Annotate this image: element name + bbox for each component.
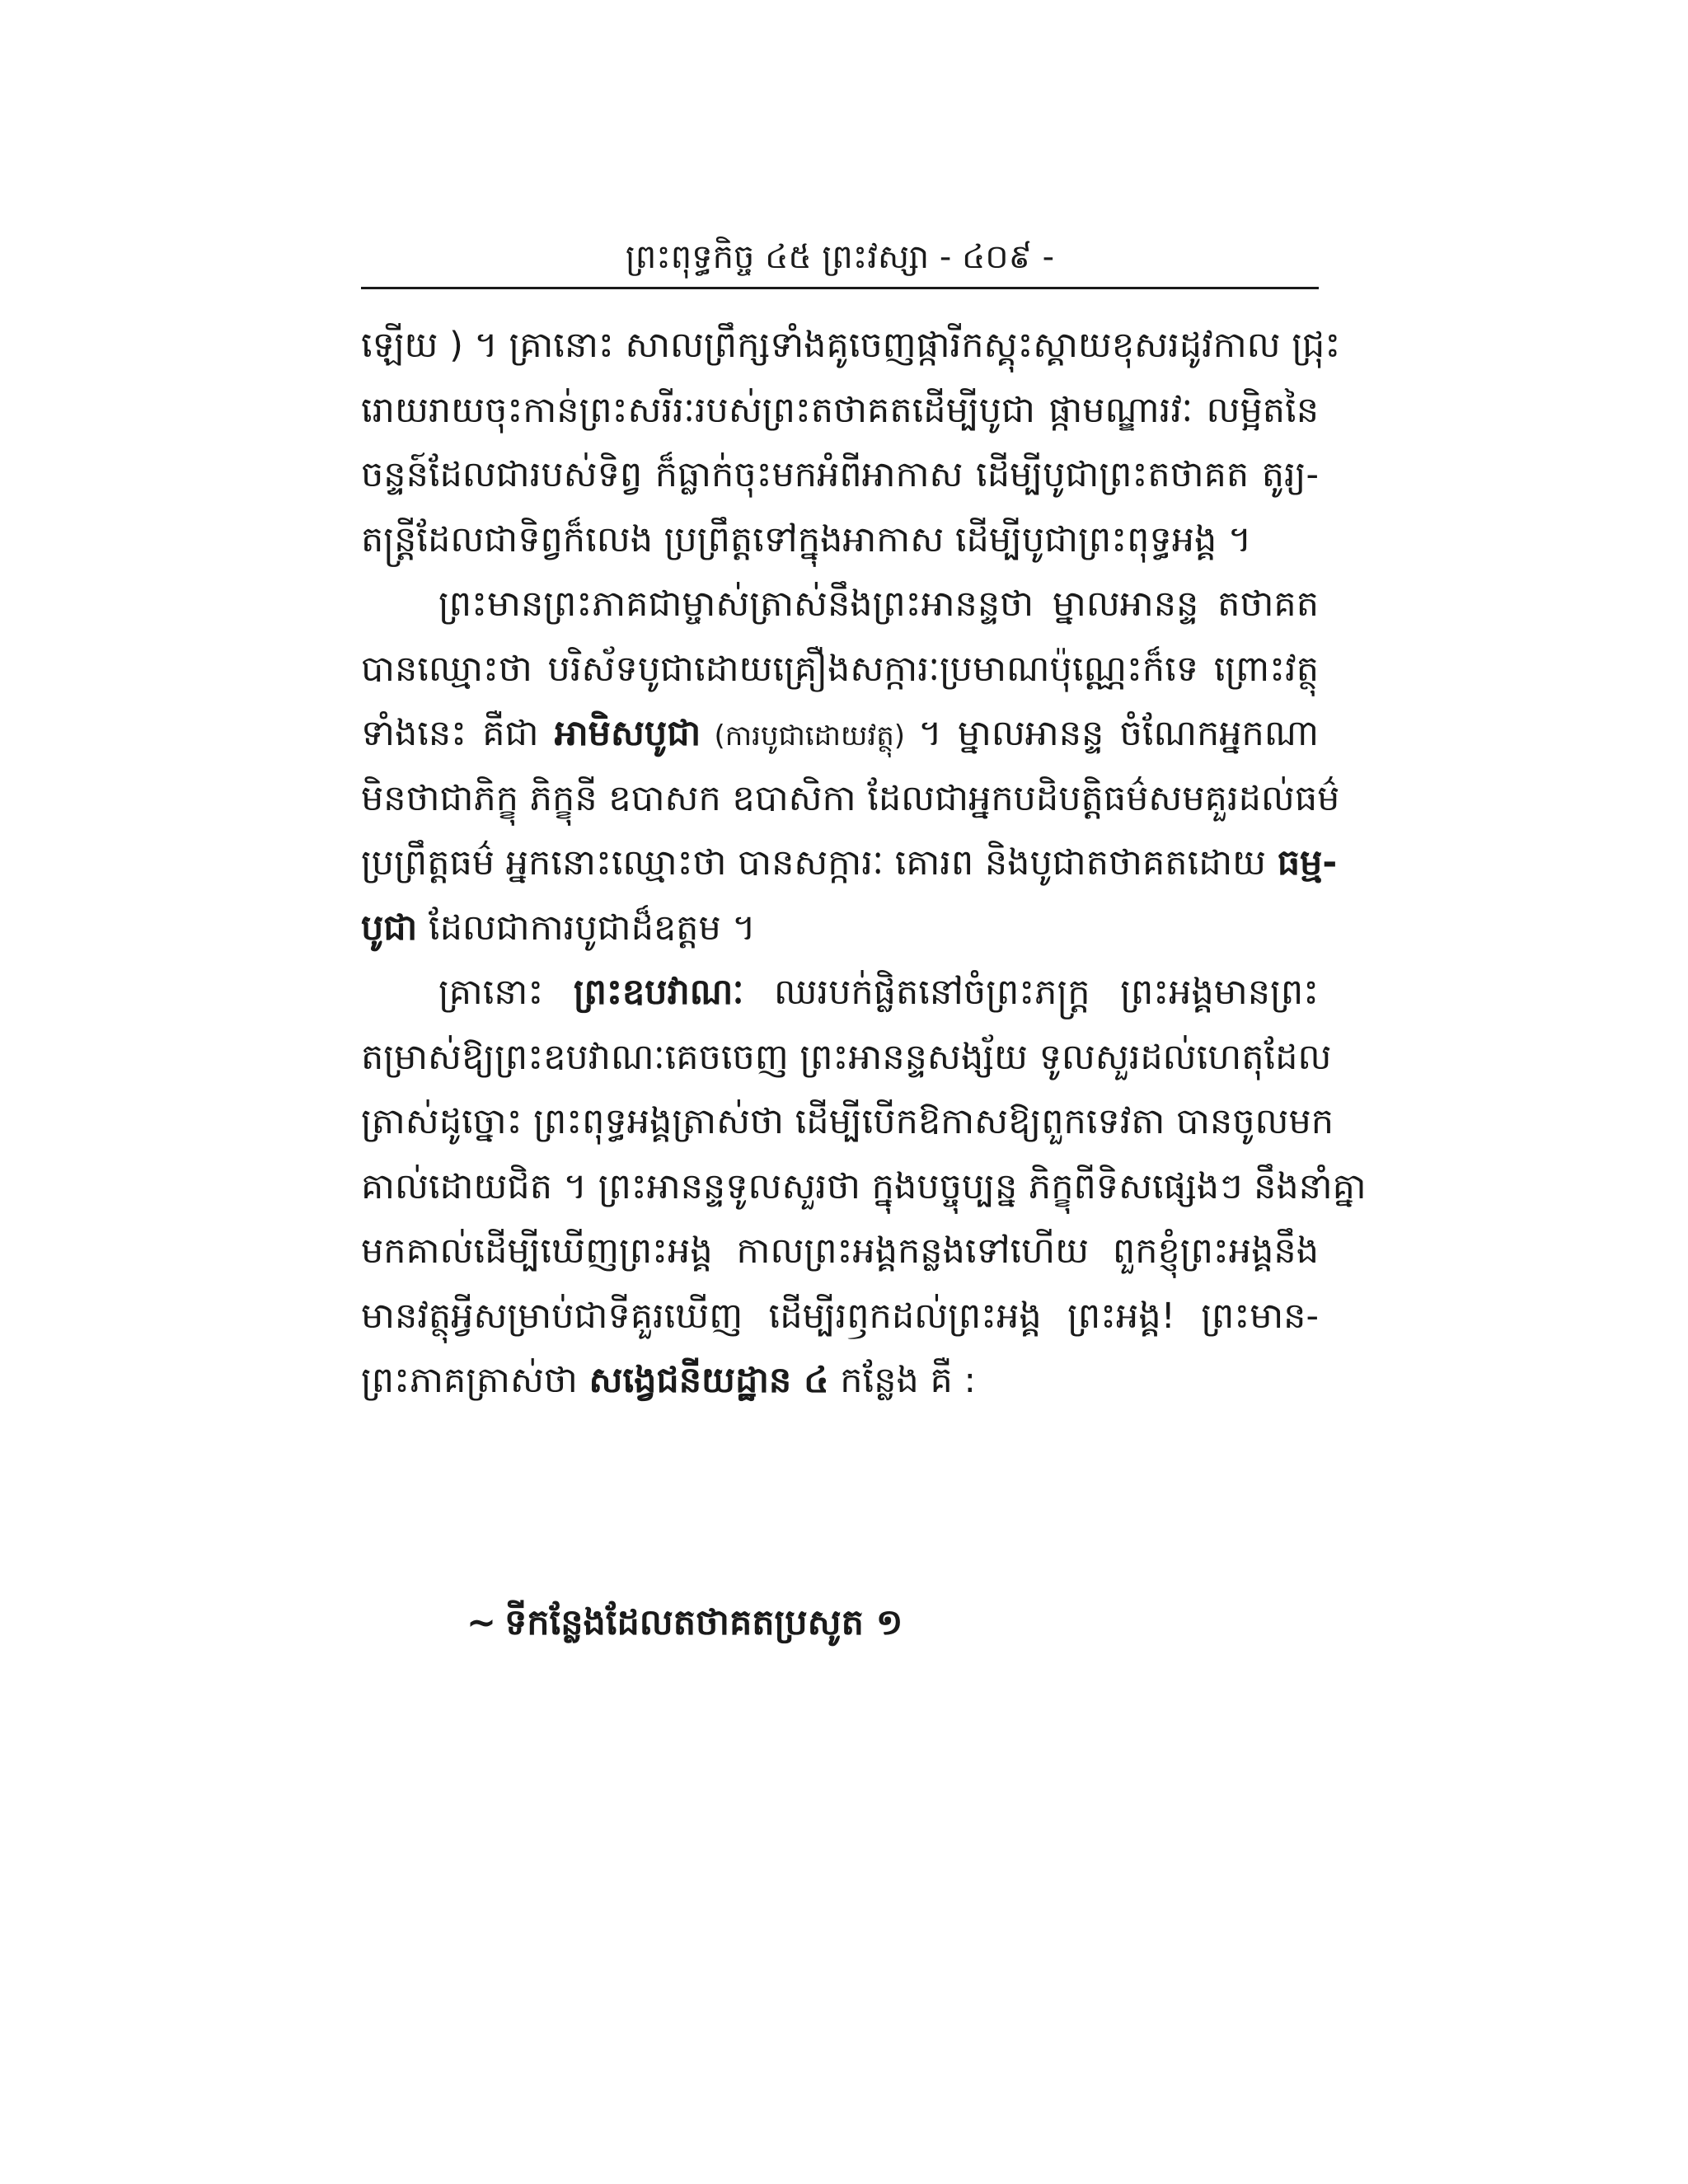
text-line: ឡើយ ) ។ គ្រានោះ សាលព្រឹក្សទាំងគូចេញផ្ការីកស្គុះស្គាយខុសរដូវកាល ជ្រុះ	[361, 325, 1341, 366]
text-line: រោយរាយចុះកាន់ព្រះសរីរៈរបស់ព្រះតថាគតដើម្បីបូជា ផ្កាមណ្ឌារវៈ លម្អិតនៃ	[361, 389, 1319, 431]
header-rule	[361, 287, 1319, 289]
body-text	[361, 313, 1367, 1413]
paragraph-2-line	[361, 701, 1319, 766]
running-header: ព្រះពុទ្ធកិច្ច ៤៥ ព្រះវស្សា - ៤០៩ -	[625, 238, 1055, 276]
paragraph-2-line	[361, 831, 1338, 896]
bold-term-puja: បូជា	[361, 907, 418, 949]
paragraph-3-line: តម្រាស់ឱ្យព្រះឧបវាណៈគេចចេញ ព្រះអានន្ទសង្ស័យ ទូលសួរដល់ហេតុដែល	[361, 1036, 1332, 1078]
text-run: កន្លែង គឺ :	[828, 1360, 976, 1401]
bold-term-dhamma: ធម្ម-	[1277, 842, 1338, 883]
paragraph-3-line: ត្រាស់ដូច្នោះ ព្រះពុទ្ធអង្គត្រាស់ថា ដើម្បីបើកឱកាសឱ្យពួកទេវតា បានចូលមក	[361, 1101, 1334, 1142]
paragraph-2-line: ព្រះមានព្រះភាគជាម្ចាស់ត្រាស់នឹងព្រះអានន្ទថា ម្នាលអានន្ទ តថាគត	[438, 583, 1319, 625]
text-run: គ្រានោះ	[438, 972, 574, 1013]
text-run: ដែលជាការបូជាដ៏ឧត្តម ។	[417, 907, 756, 949]
text-run: ។ ម្នាលអានន្ទ ចំណែកអ្នកណា	[918, 713, 1319, 754]
parenthetical-note: (ការបូជាដោយវត្ថុ)	[701, 719, 919, 752]
paragraph-2-line: មិនថាជាភិក្ខុ ភិក្ខុនី ឧបាសក ឧបាសិកា ដែលជាអ្នកបដិបត្តិធម៌សមគួរដល់ធម៌	[361, 777, 1340, 819]
paragraph-3-line: មានវត្ថុអ្វីសម្រាប់ជាទីគួរឃើញ ដើម្បីរឭកដល់ព្រះអង្គ ព្រះអង្គ! ព្រះមាន-	[361, 1295, 1319, 1337]
text-run: ទាំងនេះ គឺជា	[361, 713, 555, 754]
text-line: តន្ត្រីដែលជាទិព្វក៏លេង ប្រព្រឹត្តទៅក្នុងអាកាស ដើម្បីបូជាព្រះពុទ្ធអង្គ ។	[361, 518, 1252, 560]
bold-term-upavana: ព្រះឧបវាណៈ	[573, 972, 744, 1013]
bullet-marker: ~	[467, 1602, 497, 1643]
paragraph-3-line	[361, 1348, 1319, 1413]
paragraph-3-line	[361, 960, 1319, 1025]
paragraph-2-line	[361, 896, 1319, 961]
list-item-text: ទីកន្លែងដែលតថាគតប្រសូត ១	[504, 1602, 903, 1643]
text-run: ឈរបក់ផ្លិតនៅចំព្រះភក្ត្រ ព្រះអង្គមានព្រះ	[743, 972, 1320, 1013]
bold-term-amisa-puja: អាមិសបូជា	[554, 713, 701, 754]
list-item	[467, 1591, 903, 1655]
paragraph-3-line: គាល់ដោយជិត ។ ព្រះអានន្ទទូលសួរថា ក្នុងបច្ចុប្បន្ន ភិក្ខុពីទិសផ្សេងៗ នឹងនាំគ្នា	[361, 1165, 1367, 1207]
paragraph-2-line: បានឈ្មោះថា បរិស័ទបូជាដោយគ្រឿងសក្ការៈប្រមាណប៉ុណ្ណេះក៏ទេ ព្រោះវត្ថុ	[361, 648, 1319, 690]
text-run: ព្រះភាគត្រាស់ថា	[361, 1360, 589, 1401]
text-line: ចន្ទន៍ដែលជារបស់ទិព្វ ក៏ធ្លាក់ចុះមកអំពីអាកាស ដើម្បីបូជាព្រះតថាគត តូរ្យ-	[361, 454, 1319, 495]
paragraph-3-line: មកគាល់ដើម្បីឃើញព្រះអង្គ កាលព្រះអង្គកន្លងទៅហើយ ពួកខ្ញុំព្រះអង្គនឹង	[361, 1230, 1319, 1272]
text-run: ប្រព្រឹត្តធម៌ អ្នកនោះឈ្មោះថា បានសក្ការៈ គោរព និងបូជាតថាគតដោយ	[361, 842, 1278, 883]
bold-term-samvejaniya: សង្វេជនីយដ្ឋាន ៤	[588, 1360, 829, 1401]
